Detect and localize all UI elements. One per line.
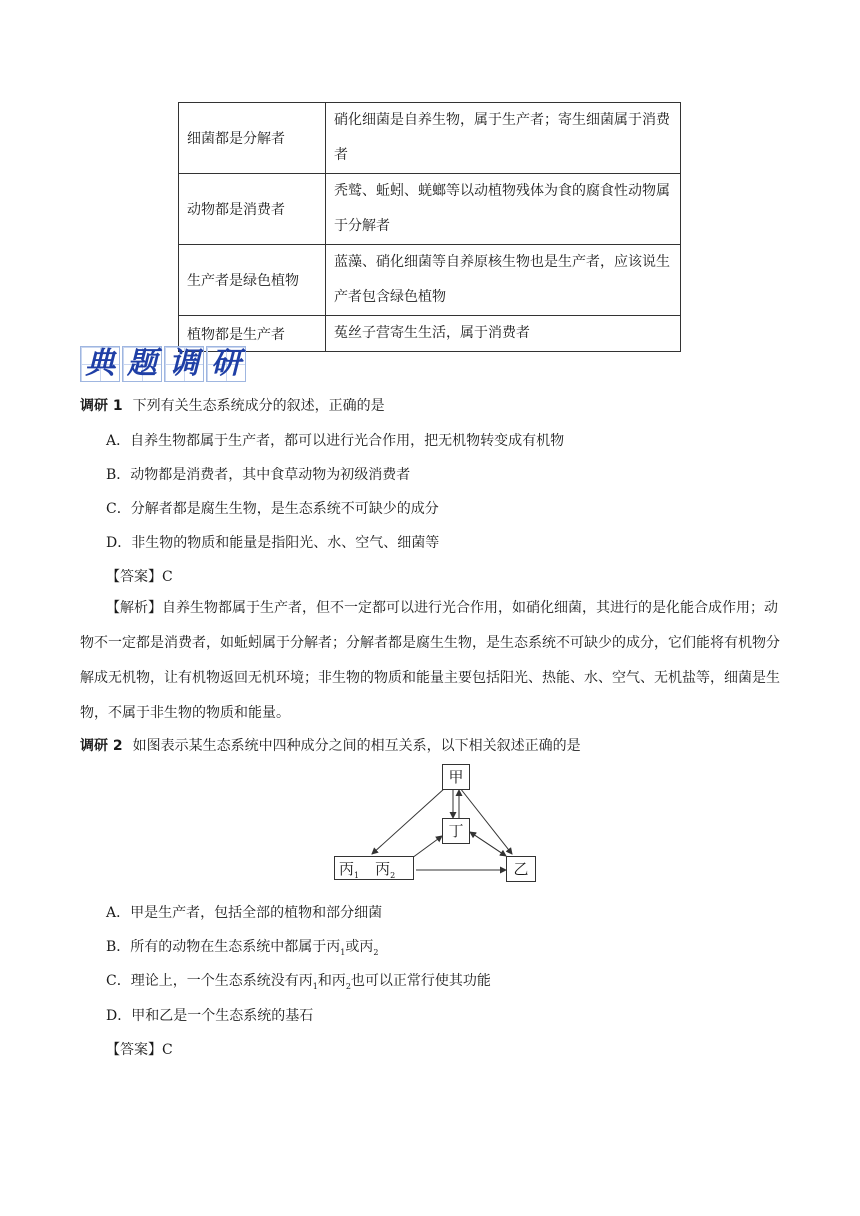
misconception-cell: 动物都是消费者 [179, 174, 326, 245]
option-c-text: C．理论上，一个生态系统没有丙 [106, 973, 313, 989]
table-row [179, 174, 681, 245]
correction-cell: 硝化细菌是自养生物，属于生产者；寄生细菌属于消费者 [326, 103, 681, 174]
misconception-cell: 细菌都是分解者 [179, 103, 326, 174]
question-2-option-b [106, 936, 378, 957]
node-bing2-sub: 2 [390, 871, 396, 880]
option-c-mid: 和丙 [317, 973, 346, 989]
correction-cell: 菟丝子营寄生生活，属于消费者 [326, 316, 681, 352]
question-1-option-d: D．非生物的物质和能量是指阳光、水、空气、细菌等 [106, 535, 440, 551]
question-2-option-c [106, 970, 491, 991]
question-2-stem [80, 735, 581, 755]
question-1-label: 调研 1 [80, 398, 123, 414]
table-row [179, 245, 681, 316]
section-title-char: 研 [206, 346, 246, 382]
node-ding: 丁 [442, 818, 470, 844]
node-yi: 乙 [506, 856, 536, 882]
ecosystem-diagram [330, 764, 536, 884]
option-c-post: 也可以正常行使其功能 [350, 973, 491, 989]
question-2-answer: 【答案】C [106, 1042, 173, 1058]
misconception-cell: 植物都是生产者 [179, 316, 326, 352]
option-c-sub1: 1 [312, 981, 318, 991]
option-c-sub2: 2 [345, 981, 351, 991]
question-2-option-d: D．甲和乙是一个生态系统的基石 [106, 1008, 314, 1024]
question-1-text: 下列有关生态系统成分的叙述，正确的是 [132, 398, 385, 414]
question-1-option-a: A．自养生物都属于生产者，都可以进行光合作用，把无机物转变成有机物 [106, 433, 565, 449]
question-1-answer: 【答案】C [106, 569, 173, 585]
arrow-yi-to-ding [470, 832, 506, 856]
node-jia: 甲 [442, 764, 470, 790]
arrow-bing2-to-ding [412, 836, 442, 858]
misconception-cell: 生产者是绿色植物 [179, 245, 326, 316]
node-bing1-label: 丙 [339, 860, 355, 878]
option-b-sub1: 1 [340, 947, 346, 957]
option-b-sub2: 2 [373, 947, 379, 957]
correction-cell: 秃鹫、蚯蚓、蜣螂等以动植物残体为食的腐食性动物属于分解者 [326, 174, 681, 245]
misconception-table [178, 102, 681, 352]
question-1-option-c: C．分解者都是腐生生物，是生态系统不可缺少的成分 [106, 501, 439, 517]
option-b-text: B．所有的动物在生态系统中都属于丙 [106, 939, 341, 955]
question-2-label: 调研 2 [80, 738, 123, 754]
question-2-option-a: A．甲是生产者，包括全部的植物和部分细菌 [106, 905, 383, 921]
question-2-text: 如图表示某生态系统中四种成分之间的相互关系，以下相关叙述正确的是 [132, 738, 581, 754]
correction-cell: 蓝藻、硝化细菌等自养原核生物也是生产者，应该说生产者包含绿色植物 [326, 245, 681, 316]
question-1-stem [80, 395, 385, 415]
node-bing2-label: 丙 [375, 860, 391, 878]
section-title-char: 典 [80, 346, 120, 382]
node-bing1-sub: 1 [354, 871, 360, 880]
table-row [179, 103, 681, 174]
arrow-jia-to-bing1 [372, 788, 445, 854]
section-title-char: 调 [164, 346, 204, 382]
node-bing [334, 856, 414, 880]
section-title [80, 346, 246, 382]
question-1-option-b: B．动物都是消费者，其中食草动物为初级消费者 [106, 467, 411, 483]
question-1-analysis: 【解析】自养生物都属于生产者，但不一定都可以进行光合作用，如硝化细菌，其进行的是化能合成作用；动物不一定都是消费者，如蚯蚓属于分解者；分解者都是腐生生物，是生态系统不可缺少的成分，它们能将有机物分解成无机物，让有机物返回无机环境；非生物的物质和能量主要包括阳光、热能、水、空气、无机盐等，细菌是生物，不属于非生物的物质和能量。 [80, 600, 780, 721]
option-b-mid: 或丙 [345, 939, 374, 955]
table-row [179, 316, 681, 352]
section-title-char: 题 [122, 346, 162, 382]
